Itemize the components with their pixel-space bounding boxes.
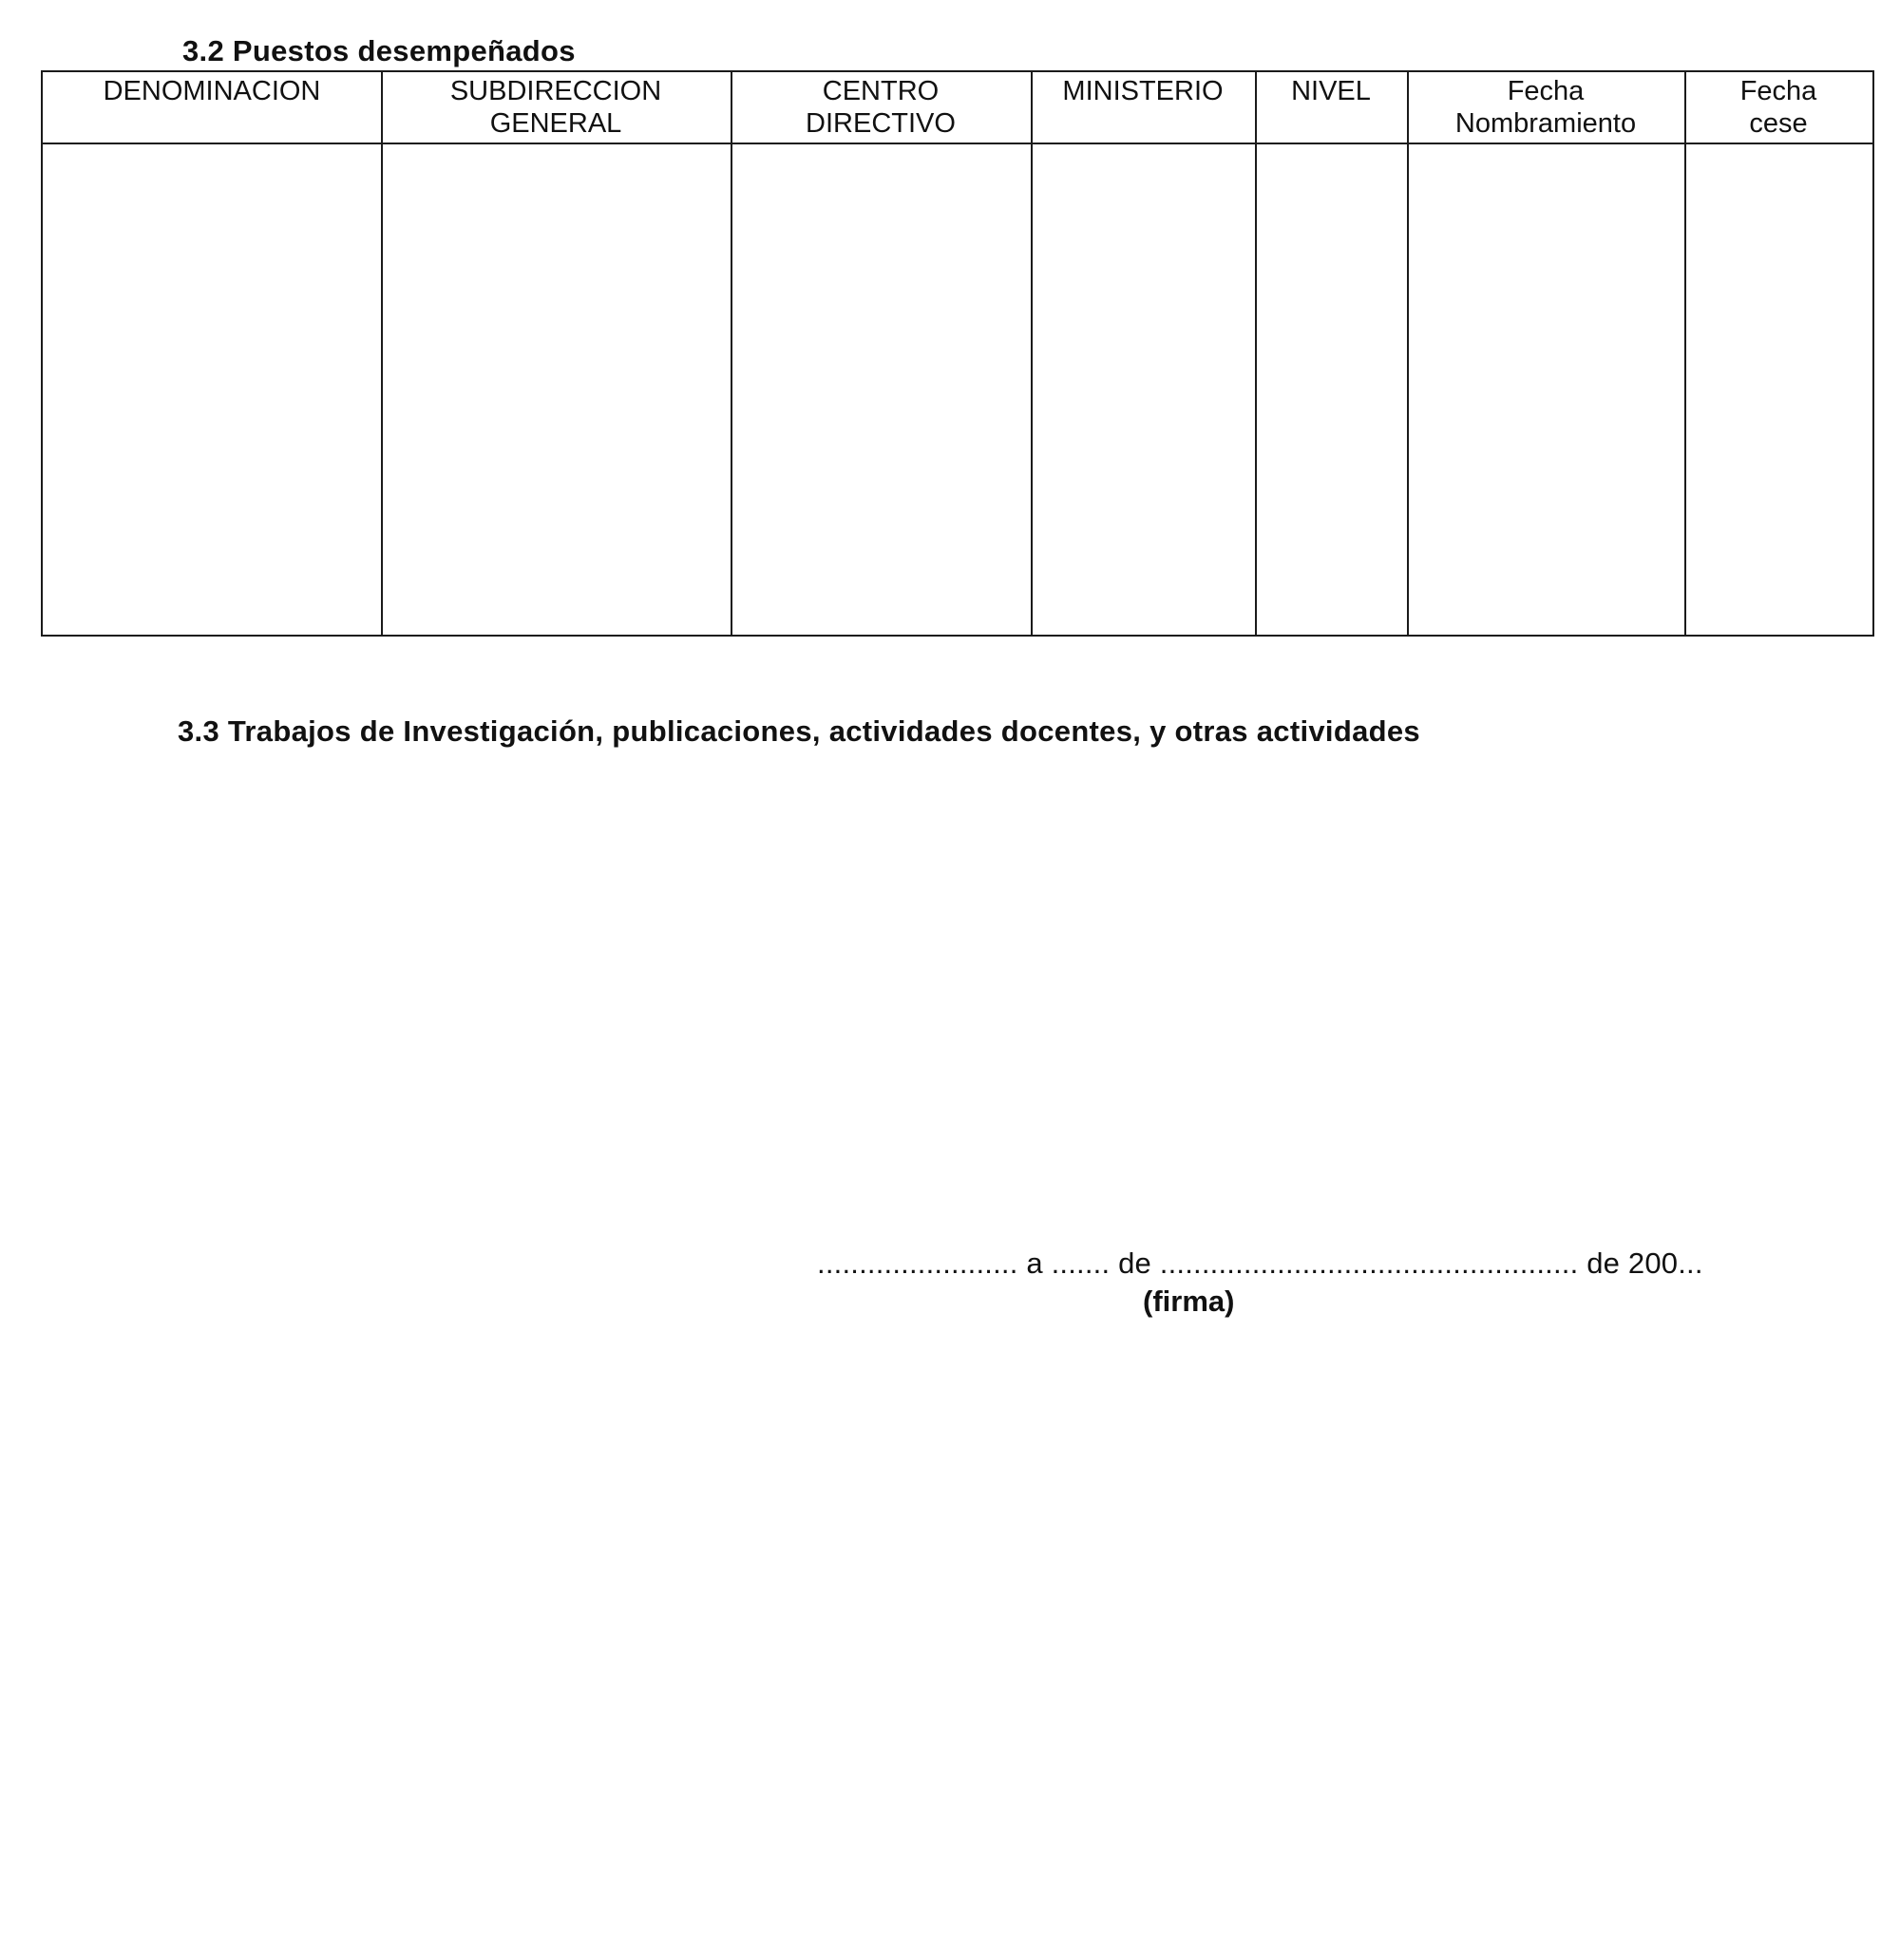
- column-header-subdireccion: [381, 72, 731, 143]
- column-divider: [1255, 72, 1257, 635]
- column-header-ministerio: [1031, 72, 1255, 143]
- column-header-line: NIVEL: [1291, 76, 1371, 106]
- column-header-line: Fecha: [1739, 76, 1817, 106]
- column-divider: [1684, 72, 1686, 635]
- column-header-line: cese: [1749, 108, 1808, 139]
- section-33-title: 3.3 Trabajos de Investigación, publicaciones, actividades docentes, y otras actividades: [178, 714, 1420, 748]
- column-header-line: Fecha: [1507, 76, 1585, 106]
- column-header-centro: [731, 72, 1031, 143]
- section-32-title: 3.2 Puestos desempeñados: [182, 34, 576, 67]
- column-header-nivel: [1255, 72, 1407, 143]
- column-divider: [1031, 72, 1033, 635]
- signature-date-line: ........................ a ....... de .................................................. de 200...: [817, 1246, 1703, 1280]
- column-header-fecha-nombramiento: [1407, 72, 1684, 143]
- column-header-line: Nombramiento: [1454, 108, 1637, 139]
- column-header-denominacion: [43, 72, 381, 143]
- column-header-line: SUBDIRECCION: [449, 76, 662, 106]
- column-divider: [1407, 72, 1409, 635]
- table-header-row: [43, 72, 1872, 144]
- column-header-line: GENERAL: [489, 108, 622, 139]
- signature-label: (firma): [1143, 1284, 1235, 1318]
- column-header-line: CENTRO: [822, 76, 940, 106]
- column-header-line: DIRECTIVO: [806, 108, 956, 139]
- column-header-line: DENOMINACION: [103, 76, 321, 106]
- puestos-table: [41, 70, 1874, 637]
- column-header-fecha-cese: [1684, 72, 1872, 143]
- column-divider: [381, 72, 383, 635]
- column-divider: [731, 72, 732, 635]
- column-header-line: MINISTERIO: [1062, 76, 1224, 106]
